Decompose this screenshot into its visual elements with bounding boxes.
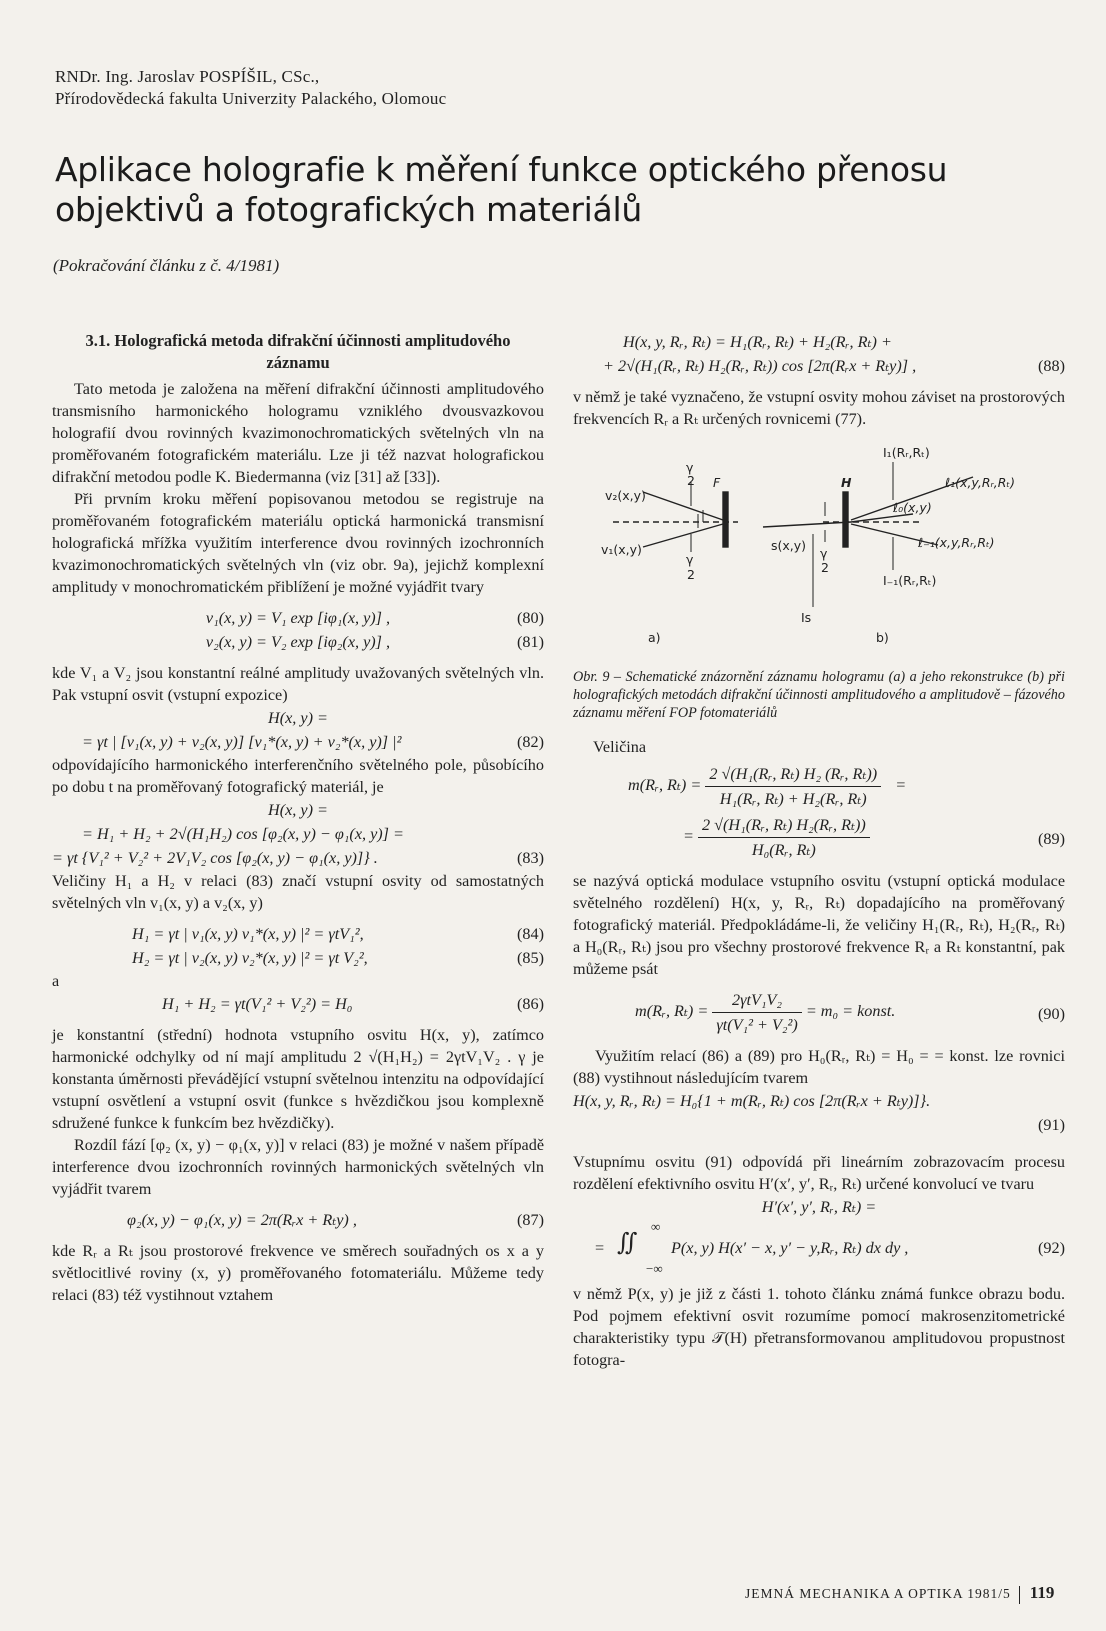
paragraph: odpovídajícího harmonického interferenčního světelného pole, působícího po dobu t na proměřovaný fotografický materiál, je: [52, 756, 544, 796]
page-number: 119: [1029, 1583, 1055, 1602]
author-name: RNDr. Ing. Jaroslav POSPÍŠIL, CSc.,: [55, 67, 320, 86]
left-column: [52, 330, 544, 1306]
paragraph: kde Rᵣ a Rₜ jsou prostorové frekvence ve směrech souřadných os x a y světlocitlivé roviny (x, y) proměřovaného fotomateriálu. Můžeme tedy relaci (83) též vystihnout vztahem: [52, 1242, 544, 1304]
right-column: [573, 330, 1065, 1371]
label-s: s(x,y): [771, 538, 807, 553]
figure-caption: Obr. 9 – Schematické znázornění záznamu hologramu (a) a jeho rekonstrukce (b) při holografických metodách difrakční účinnosti amplitudového a amplitudově – fázového záznamu měření FOP fotomateriálů: [573, 669, 1065, 721]
section-heading: 3.1. Holografická metoda difrakční účinnosti amplitudového záznamu: [85, 331, 511, 372]
paragraph: Rozdíl fází [φ₂ (x, y) − φ₁(x, y)] v relaci (83) je možné v našem případě interference dvou izochronních rovinných harmonických světelných vln vyjádřit tvarem: [52, 1136, 544, 1198]
label-l1: ℓ₁(x,y,Rᵣ,Rₜ): [945, 475, 1015, 490]
equation-83b: = H₁ + H₂ + 2√(H₁H₂) cos [φ₂(x, y) − φ₁(x, y)] =: [82, 825, 404, 843]
hologram-plate-a: [723, 492, 728, 547]
paragraph: kde V₁ a V₂ jsou konstantní reálné amplitudy uvažovaných světelných vln. Pak vstupní osvit (vstupní expozice): [52, 664, 544, 704]
label-a: a): [648, 630, 661, 645]
equation-84: H₁ = γt | v₁(x, y) v₁*(x, y) |² = γtV₁², (84): [132, 925, 544, 943]
label-Im1: I₋₁(Rᵣ,Rₜ): [883, 573, 937, 588]
equation-91: H(x, y, Rᵣ, Rₜ) = H₀{1 + m(Rᵣ, Rₜ) cos [2π(Rᵣx + Rₜy)]}.: [573, 1092, 931, 1110]
paragraph: se nazývá optická modulace vstupního osvitu (vstupní optická modulace světelného rozdělení) H(x, y, Rᵣ, Rₜ) dopadajícího na proměřovaný fotografický materiál. Předpokládáme-li, že veličiny H₁(Rᵣ, Rₜ), H₂(Rᵣ, Rₜ) a H₀(Rᵣ, Rₜ) jsou pro všechny prostorové frekvence Rᵣ a Rₜ konstantní, pak můžeme psát: [573, 872, 1065, 978]
beam-v1: [643, 524, 723, 547]
equation-89: m(Rᵣ, Rₜ) = $\frac{\text{2 √(H₁(Rᵣ, Rₜ) H₂ (Rᵣ, Rₜ))}}{\text{H₁(Rᵣ, Rₜ) + H₂(Rᵣ, Rₜ)}}$ =: [573, 762, 1065, 811]
paragraph: Veličiny H₁ a H₂ v relaci (83) značí vstupní osvity od samostatných světelných vln v₁(x, y) a v₂(x, y): [52, 872, 544, 912]
conjunction-a: a: [52, 972, 60, 990]
label-Is: Is: [801, 610, 812, 625]
equation-86: H₁ + H₂ = γt(V₁² + V₂²) = H₀ (86): [162, 995, 544, 1013]
paragraph: Využitím relací (86) a (89) pro H₀(Rᵣ, Rₜ) = H₀ = = konst. lze rovnici (88) vystihnout následujícím tvarem: [573, 1047, 1065, 1087]
equation-82b: = γt | [v₁(x, y) + v₂(x, y)] [v₁*(x, y) + v₂*(x, y)] |² (82): [82, 733, 544, 751]
equation-83: H(x, y) =: [268, 801, 328, 819]
equation-80: v₁(x, y) = V₁ exp [iφ₁(x, y)] , (80): [205, 609, 544, 627]
label-F: F: [713, 475, 721, 490]
paragraph: v němž P(x, y) je již z části 1. tohoto článku známá funkce obrazu bodu. Pod pojmem efektivní osvit rozumíme pomocí makrosenzitometrické charakteristiky typu 𝒯(H) přetransformovanou amplitudovou propustnost fotogra-: [573, 1285, 1065, 1369]
paragraph: je konstantní (střední) hodnota vstupního osvitu H(x, y), zatímco harmonické odchylky od ní mají amplitudu 2 √(H₁H₂) = 2γtV₁V₂ . γ je konstanta úměrnosti převádějící vstupní světelnou intenzitu na odpovídající vstupní osvětlení a vstupní osvit (funkce s hvězdičkou jsou komplexně sdružené funkce k funkcím bez hvězdičky).: [52, 1026, 544, 1132]
equation-88: H(x, y, Rᵣ, Rₜ) = H₁(Rᵣ, Rₜ) + H₂(Rᵣ, Rₜ) +: [623, 333, 892, 351]
equation-82: H(x, y) =: [268, 709, 328, 727]
figure-9: [573, 442, 1065, 674]
label-gamma: γ: [686, 552, 694, 567]
author-block: [55, 66, 446, 110]
paragraph: Tato metoda je založena na měření difrakční účinnosti amplitudového transmisního harmonického hologramu vzniklého dvousvazkovou holografií dvou rovinných kvazimonochromatických světelných vln na proměřovaném fotografickém materiálu. Lze ji též nazvat holografickou difrakční metodou podle K. Biedermanna (viz [31] až [33]).: [52, 380, 544, 486]
label-gamma: γ: [820, 546, 828, 561]
label-v1: v₁(x,y): [601, 542, 642, 557]
label-I1: I₁(Rᵣ,Rₜ): [883, 445, 930, 460]
label-v2: v₂(x,y): [605, 488, 646, 503]
journal-name: JEMNÁ MECHANIKA A OPTIKA 1981/5: [745, 1586, 1011, 1601]
beam-v2: [643, 492, 723, 520]
label-two: 2: [687, 473, 695, 488]
paragraph: Při prvním kroku měření popisovanou metodou se registruje na proměřovaném fotografickém materiálu optická harmonická transmisní holografická mřížka využitím interference dvou rovinných izochronních kvazimonochromatických světelných vln (viz obr. 9a), jejichž komplexní amplitudy v monochromatickém přiblížení je možné vyjádřit tvary: [52, 490, 544, 596]
label-H: H: [841, 475, 852, 490]
label-two: 2: [821, 560, 829, 575]
beam-l0: [851, 514, 913, 522]
label-gamma: γ: [686, 460, 694, 475]
equation-92b: ∞ = ∬ −∞ P(x, y) H(x′ − x, y′ − y,Rᵣ, Rₜ) dx dy , (92): [595, 1219, 1065, 1276]
equation-91-number: (91): [1038, 1116, 1065, 1134]
equation-87: φ₂(x, y) − φ₁(x, y) = 2π(Rᵣx + Rₜy) , (87): [127, 1211, 544, 1229]
paragraph: Veličina: [593, 738, 647, 756]
equation-81: v₂(x, y) = V₂ exp [iφ₂(x, y)] , (81): [205, 633, 544, 651]
equation-90: m(Rᵣ, Rₜ) = $\frac{\text{2γtV₁V₂}}{\text{γt(V₁² + V₂²)}}$ = m₀ = konst. (90): [573, 988, 1065, 1037]
label-b: b): [876, 630, 889, 645]
beam-s: [763, 522, 851, 527]
equation-83c: = γt {V₁² + V₂² + 2V₁V₂ cos [φ₂(x, y) − φ₁(x, y)]} . (83): [52, 849, 544, 867]
paragraph: Vstupnímu osvitu (91) odpovídá při lineárním zobrazovacím procesu rozdělení efektivního osvitu H′(x′, y′, Rᵣ, Rₜ) určené konvolucí ve tvaru: [573, 1153, 1065, 1193]
page-footer: [745, 1583, 1054, 1604]
hologram-plate-b: [843, 492, 848, 547]
author-affiliation: Přírodovědecká fakulta Univerzity Palackého, Olomouc: [55, 89, 447, 108]
continuation-note: (Pokračování článku z č. 4/1981): [53, 256, 280, 275]
paragraph: v němž je také vyznačeno, že vstupní osvity mohou záviset na prostorových frekvencích Rᵣ a Rₜ určených rovnicemi (77).: [573, 388, 1065, 428]
equation-89b: = $\frac{\text{2 √(H₁(Rᵣ, Rₜ) H₂(Rᵣ, Rₜ))}}{\text{H₀(Rᵣ, Rₜ)}}$ (89): [573, 813, 1065, 862]
equation-85: H₂ = γt | v₂(x, y) v₂*(x, y) |² = γt V₂², (85): [132, 949, 544, 967]
equation-88b: + 2√(H₁(Rᵣ, Rₜ) H₂(Rᵣ, Rₜ)) cos [2π(Rᵣx + Rₜy)] , (88): [603, 357, 1065, 375]
label-lm1: ℓ₋₁(x,y,Rᵣ,Rₜ): [918, 535, 995, 550]
equation-92: H′(x′, y′, Rᵣ, Rₜ) =: [761, 1198, 877, 1216]
label-two: 2: [687, 567, 695, 582]
label-l0: ℓ₀(x,y): [893, 500, 932, 515]
article-title: Aplikace holografie k měření funkce optického přenosu objektivů a fotografických materiálů: [55, 150, 948, 229]
